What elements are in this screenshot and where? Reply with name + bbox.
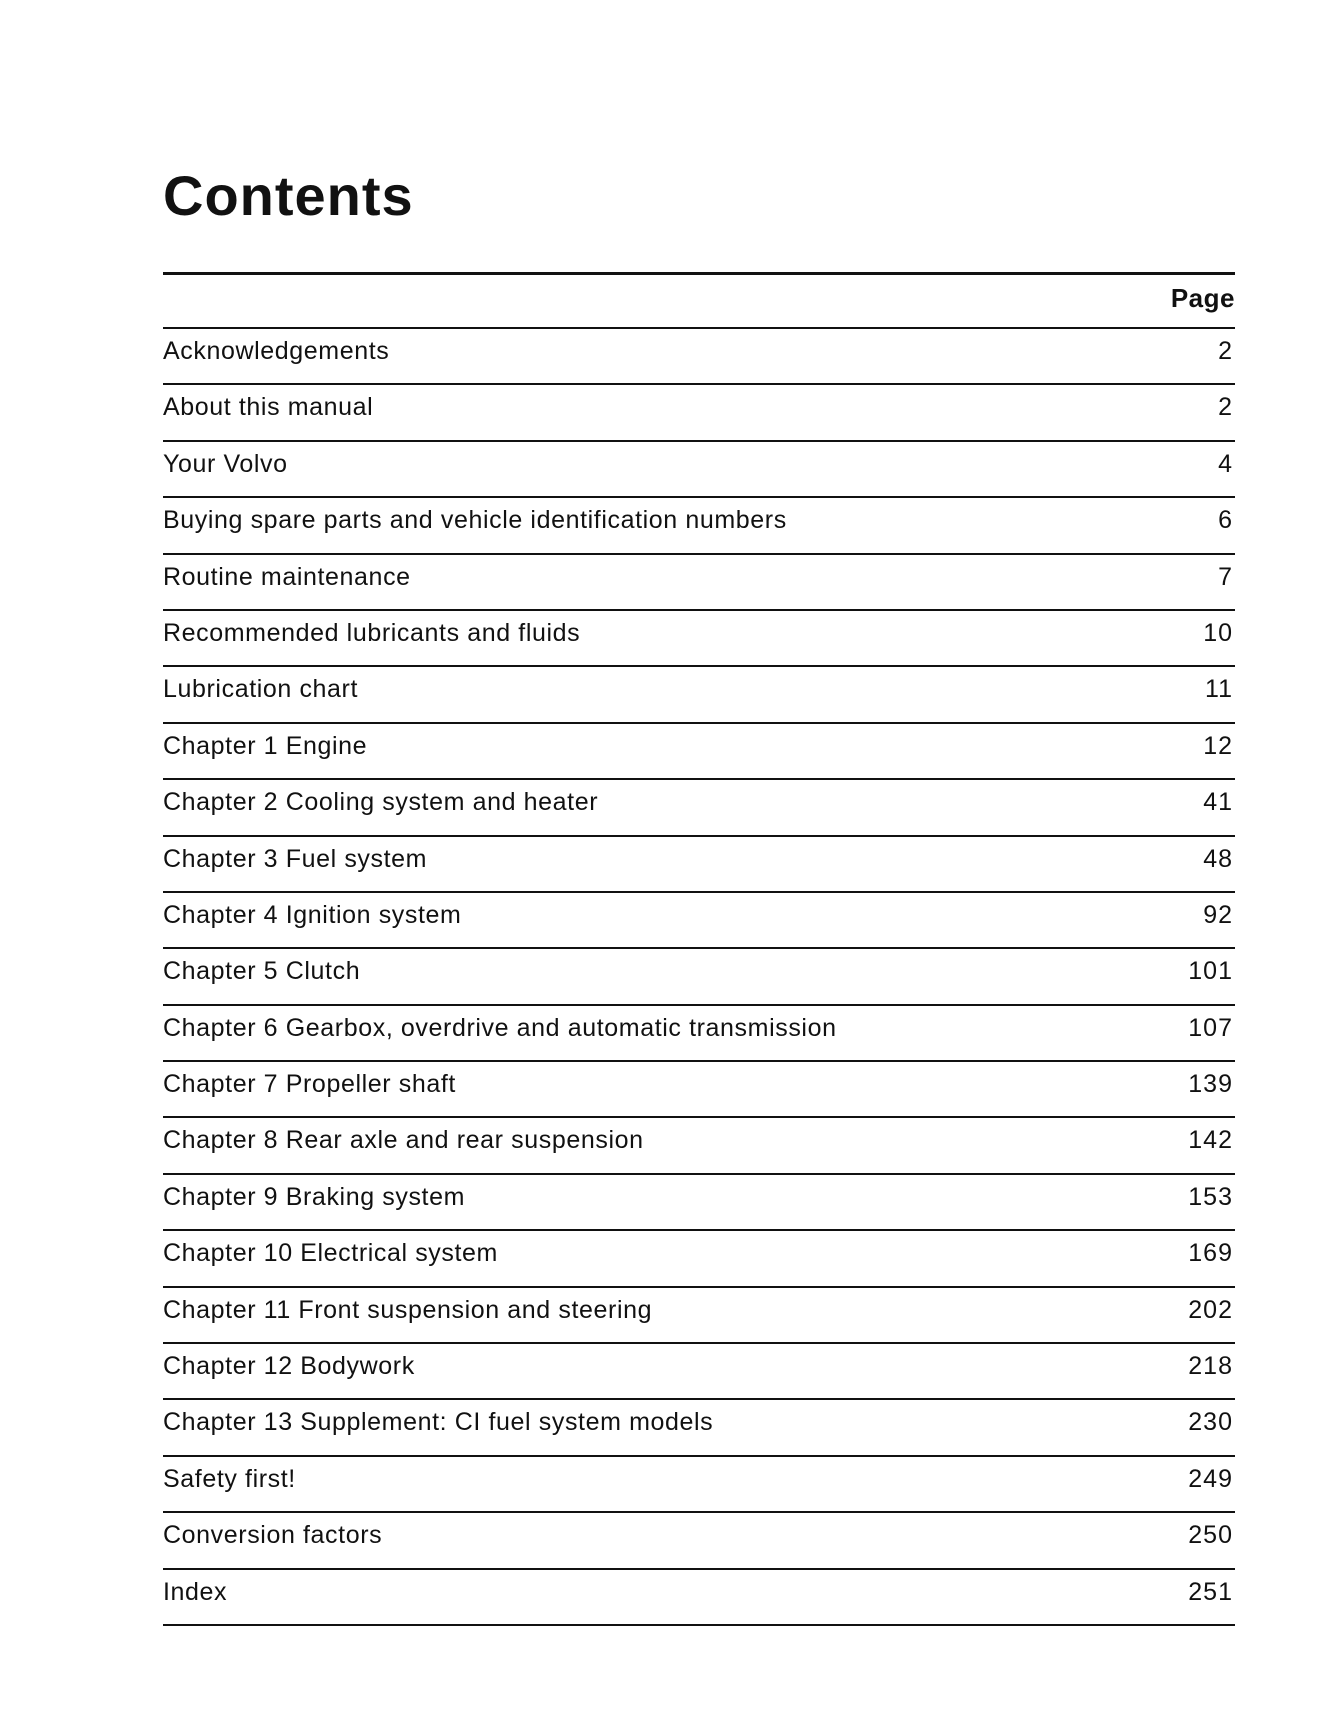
toc-entry	[163, 1455, 1235, 1511]
toc-entry-label: Acknowledgements	[163, 337, 390, 365]
toc-entry-page-number: 2	[1218, 337, 1233, 365]
toc-entry	[163, 609, 1235, 665]
toc-entry	[163, 891, 1235, 947]
toc-entry-label: Chapter 1 Engine	[163, 731, 368, 760]
toc-entry	[163, 947, 1235, 1003]
toc-entry	[163, 383, 1235, 439]
toc-entry-page-number: 250	[1188, 1521, 1233, 1550]
contents-rows	[163, 327, 1235, 1624]
toc-entry-page-number: 101	[1188, 957, 1233, 986]
toc-entry-page-number: 153	[1188, 1182, 1233, 1211]
toc-entry-page-number: 41	[1203, 788, 1233, 817]
toc-entry-label: Chapter 7 Propeller shaft	[163, 1070, 456, 1099]
toc-entry-label: Recommended lubricants and fluids	[163, 618, 581, 647]
toc-entry	[163, 553, 1235, 609]
toc-entry-page-number: 48	[1203, 844, 1233, 873]
toc-entry	[163, 1568, 1235, 1624]
toc-entry	[163, 1398, 1235, 1454]
toc-entry-label: Chapter 8 Rear axle and rear suspension	[163, 1126, 644, 1155]
toc-entry-page-number: 251	[1188, 1577, 1233, 1606]
toc-entry-label: Your Volvo	[163, 449, 288, 478]
toc-entry-label: Conversion factors	[163, 1521, 383, 1550]
toc-entry-page-number: 107	[1188, 1013, 1233, 1042]
toc-entry-label: Safety first!	[163, 1464, 296, 1493]
toc-entry-label: Chapter 13 Supplement: CI fuel system models	[163, 1408, 714, 1437]
toc-entry	[163, 1286, 1235, 1342]
toc-entry-label: Buying spare parts and vehicle identification numbers	[163, 506, 787, 535]
toc-entry	[163, 722, 1235, 778]
page-column-header: Page	[1170, 283, 1235, 313]
toc-entry-page-number: 7	[1218, 562, 1233, 591]
toc-entry-page-number: 4	[1218, 449, 1233, 478]
toc-entry-label: Index	[163, 1577, 228, 1606]
toc-entry-label: Chapter 5 Clutch	[163, 957, 361, 986]
toc-entry-label: Chapter 3 Fuel system	[163, 844, 428, 873]
toc-entry-label: About this manual	[163, 393, 374, 422]
toc-entry-label: Chapter 4 Ignition system	[163, 900, 462, 929]
toc-entry	[163, 1004, 1235, 1060]
toc-entry	[163, 496, 1235, 552]
toc-entry	[163, 665, 1235, 721]
toc-entry-page-number: 92	[1203, 900, 1233, 929]
toc-entry	[163, 1342, 1235, 1398]
toc-entry	[163, 778, 1235, 834]
toc-entry-label: Chapter 10 Electrical system	[163, 1239, 498, 1268]
toc-entry-page-number: 12	[1203, 731, 1233, 760]
toc-entry-page-number: 202	[1188, 1295, 1233, 1324]
toc-entry-page-number: 6	[1218, 506, 1233, 535]
toc-entry	[163, 1511, 1235, 1567]
toc-entry-page-number: 230	[1188, 1408, 1233, 1437]
toc-entry-page-number: 142	[1188, 1126, 1233, 1155]
toc-entry-label: Chapter 2 Cooling system and heater	[163, 788, 599, 817]
toc-entry-label: Chapter 9 Braking system	[163, 1182, 466, 1211]
toc-entry-page-number: 218	[1188, 1352, 1233, 1381]
bottom-rule	[163, 1624, 1235, 1626]
toc-entry	[163, 1229, 1235, 1285]
toc-entry	[163, 1116, 1235, 1172]
toc-entry-label: Chapter 12 Bodywork	[163, 1352, 415, 1381]
toc-entry-page-number: 2	[1218, 393, 1233, 422]
contents-table	[163, 272, 1235, 1626]
toc-entry-page-number: 139	[1188, 1070, 1233, 1099]
page-title: Contents	[163, 164, 414, 227]
toc-entry	[163, 1060, 1235, 1116]
toc-entry	[163, 1173, 1235, 1229]
contents-header-row	[163, 272, 1235, 327]
toc-entry-page-number: 169	[1188, 1239, 1233, 1268]
toc-entry	[163, 835, 1235, 891]
toc-entry-page-number: 10	[1203, 618, 1233, 647]
toc-entry-page-number: 249	[1188, 1464, 1233, 1493]
toc-entry-label: Routine maintenance	[163, 562, 411, 591]
toc-entry-label: Chapter 11 Front suspension and steering	[163, 1295, 653, 1324]
toc-entry	[163, 327, 1235, 383]
toc-entry-label: Lubrication chart	[163, 675, 359, 704]
toc-entry	[163, 440, 1235, 496]
toc-entry-page-number: 11	[1205, 675, 1233, 704]
toc-entry-label: Chapter 6 Gearbox, overdrive and automatic transmission	[163, 1013, 837, 1042]
